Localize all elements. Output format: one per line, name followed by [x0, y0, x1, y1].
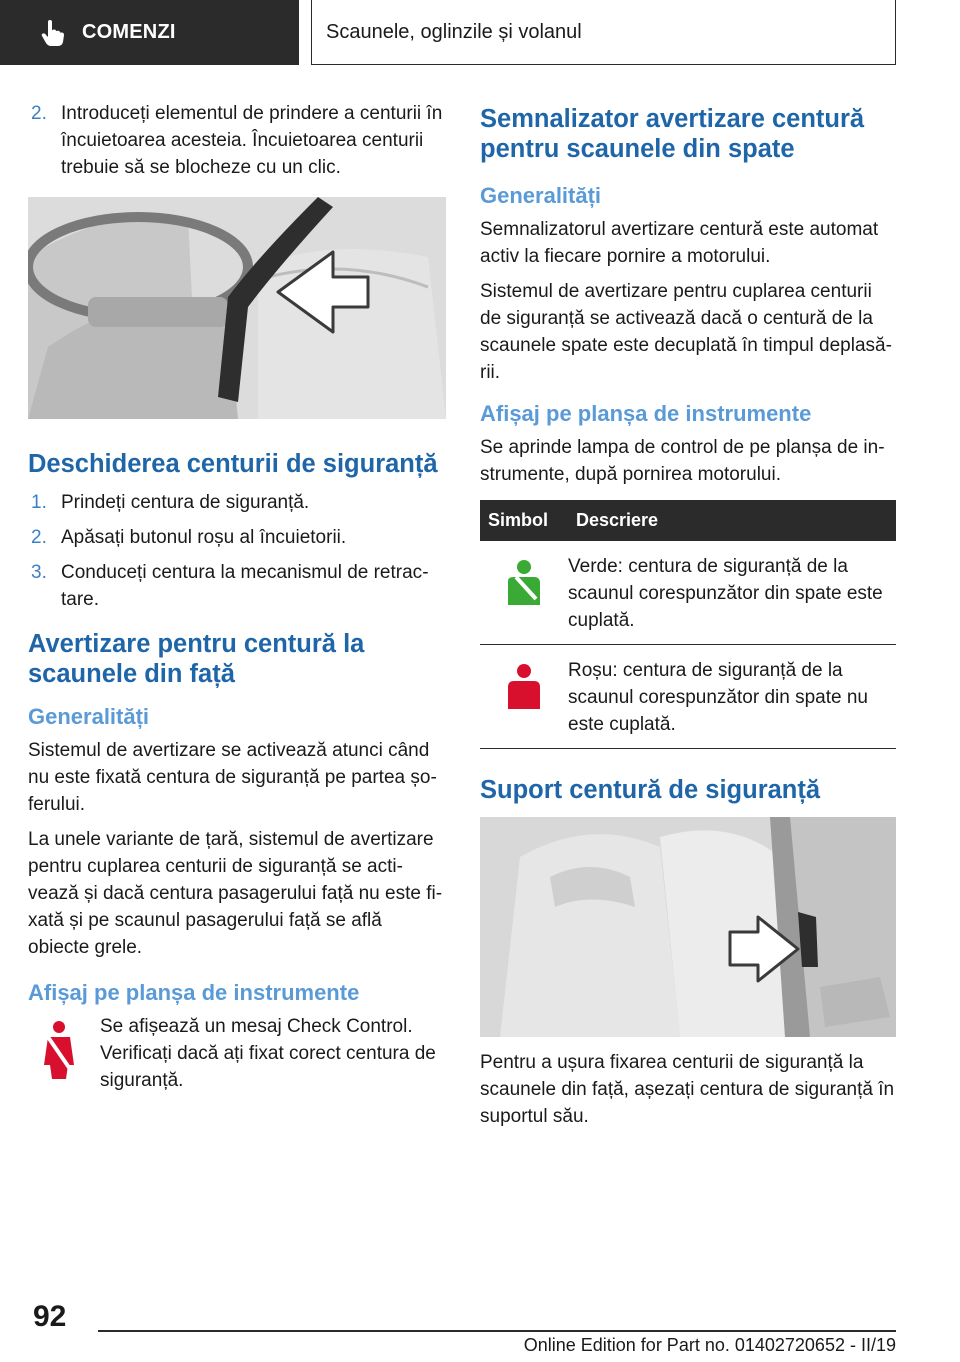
display-note: [28, 1013, 446, 1094]
heading-front-warning: Avertizare pentru centură la scaunele din față: [28, 630, 365, 688]
paragraph: Semnalizatorul avertizare centură este automat activ la fiecare pornire a motorului.: [480, 219, 879, 267]
heading-display: Afișaj pe planșa de instrumente: [480, 401, 812, 426]
hand-pointer-icon: [38, 18, 68, 48]
list-text: Conduceți centura la mecanismul de retractare.: [61, 562, 429, 610]
belt-holder-photo: [480, 817, 896, 1037]
heading-general: Generalități: [28, 704, 150, 729]
person-red-icon: [502, 663, 546, 713]
edition-text: Online Edition for Part no. 01402720652 - II/19: [523, 1335, 896, 1355]
column-header-symbol: Simbol: [480, 500, 568, 541]
table-row: [480, 541, 896, 645]
list-item: [28, 524, 446, 551]
list-item: [28, 489, 446, 516]
heading-unbuckle: Deschiderea centurii de siguranță: [28, 450, 438, 478]
symbol-cell: [480, 645, 568, 749]
seatbelt-warning-icon: [28, 1013, 90, 1083]
heading-display: Afișaj pe planșa de instrumente: [28, 980, 360, 1005]
paragraph: Sistemul de avertizare se activează atunci când nu este fixată centura de siguranță pe partea șoferului.: [28, 740, 437, 815]
list-text: Prindeți centura de siguranță.: [61, 492, 310, 513]
list-number: 3.: [31, 562, 47, 583]
section-label: COMENZI: [82, 21, 176, 43]
column-header-description: Descriere: [568, 500, 896, 541]
description-cell: Roșu: centura de siguranță de la scaunul corespunzător din spate nu este cuplată.: [568, 645, 896, 749]
left-column: [28, 100, 446, 1094]
right-column: [480, 100, 896, 1130]
symbol-cell: [480, 541, 568, 645]
heading-general: Generalități: [480, 183, 602, 208]
list-number: 2.: [31, 103, 47, 124]
paragraph: Se aprinde lampa de control de pe planșa de instrumente, după pornirea motorului.: [480, 437, 885, 485]
seatbelt-buckle-photo: [28, 197, 446, 419]
table-row: [480, 645, 896, 749]
list-number: 1.: [31, 492, 47, 513]
description-cell: Verde: centura de siguranță de la scaunul corespunzător din spate este cuplată.: [568, 541, 896, 645]
footer-divider: [98, 1330, 896, 1332]
section-tab[interactable]: [0, 0, 299, 65]
list-text: Apăsați butonul roșu al încuietorii.: [61, 527, 347, 548]
list-item: [28, 559, 446, 613]
heading-rear-indicator: Semnalizator avertizare centură pentru scaunele din spate: [480, 105, 865, 163]
list-number: 2.: [31, 527, 47, 548]
paragraph: Pentru a ușura fixarea centurii de siguranță la scaunele din față, așezați centura de siguranță în suportul său.: [480, 1052, 895, 1127]
list-text: Introduceți elementul de prindere a centurii în încuietoarea acesteia. Încuietoarea centurii trebuie să se blocheze cu un clic.: [61, 103, 443, 178]
chapter-title: Scaunele, oglinzile și volanul: [311, 0, 896, 65]
heading-belt-holder: Suport centură de siguranță: [480, 776, 821, 804]
list-item: [28, 100, 446, 181]
paragraph: Sistemul de avertizare pentru cuplarea centurii de siguranță se activează dacă o centură de la scaunele spate este decuplată în timpul deplasării.: [480, 281, 892, 383]
unbuckle-steps: [28, 489, 446, 613]
paragraph: La unele variante de țară, sistemul de avertizare pentru cuplarea centurii de siguranță se activează și dacă centura pasagerului față nu este fixată și pe scaunul pasagerului față se află obiecte grele.: [28, 829, 443, 958]
page-number: 92: [33, 1300, 67, 1333]
paragraph: Se afișează un mesaj Check Control. Verificați dacă ați fixat corect centura de siguranță.: [100, 1016, 436, 1091]
person-seatbelt-green-icon: [502, 559, 546, 609]
indicator-table: [480, 500, 896, 749]
